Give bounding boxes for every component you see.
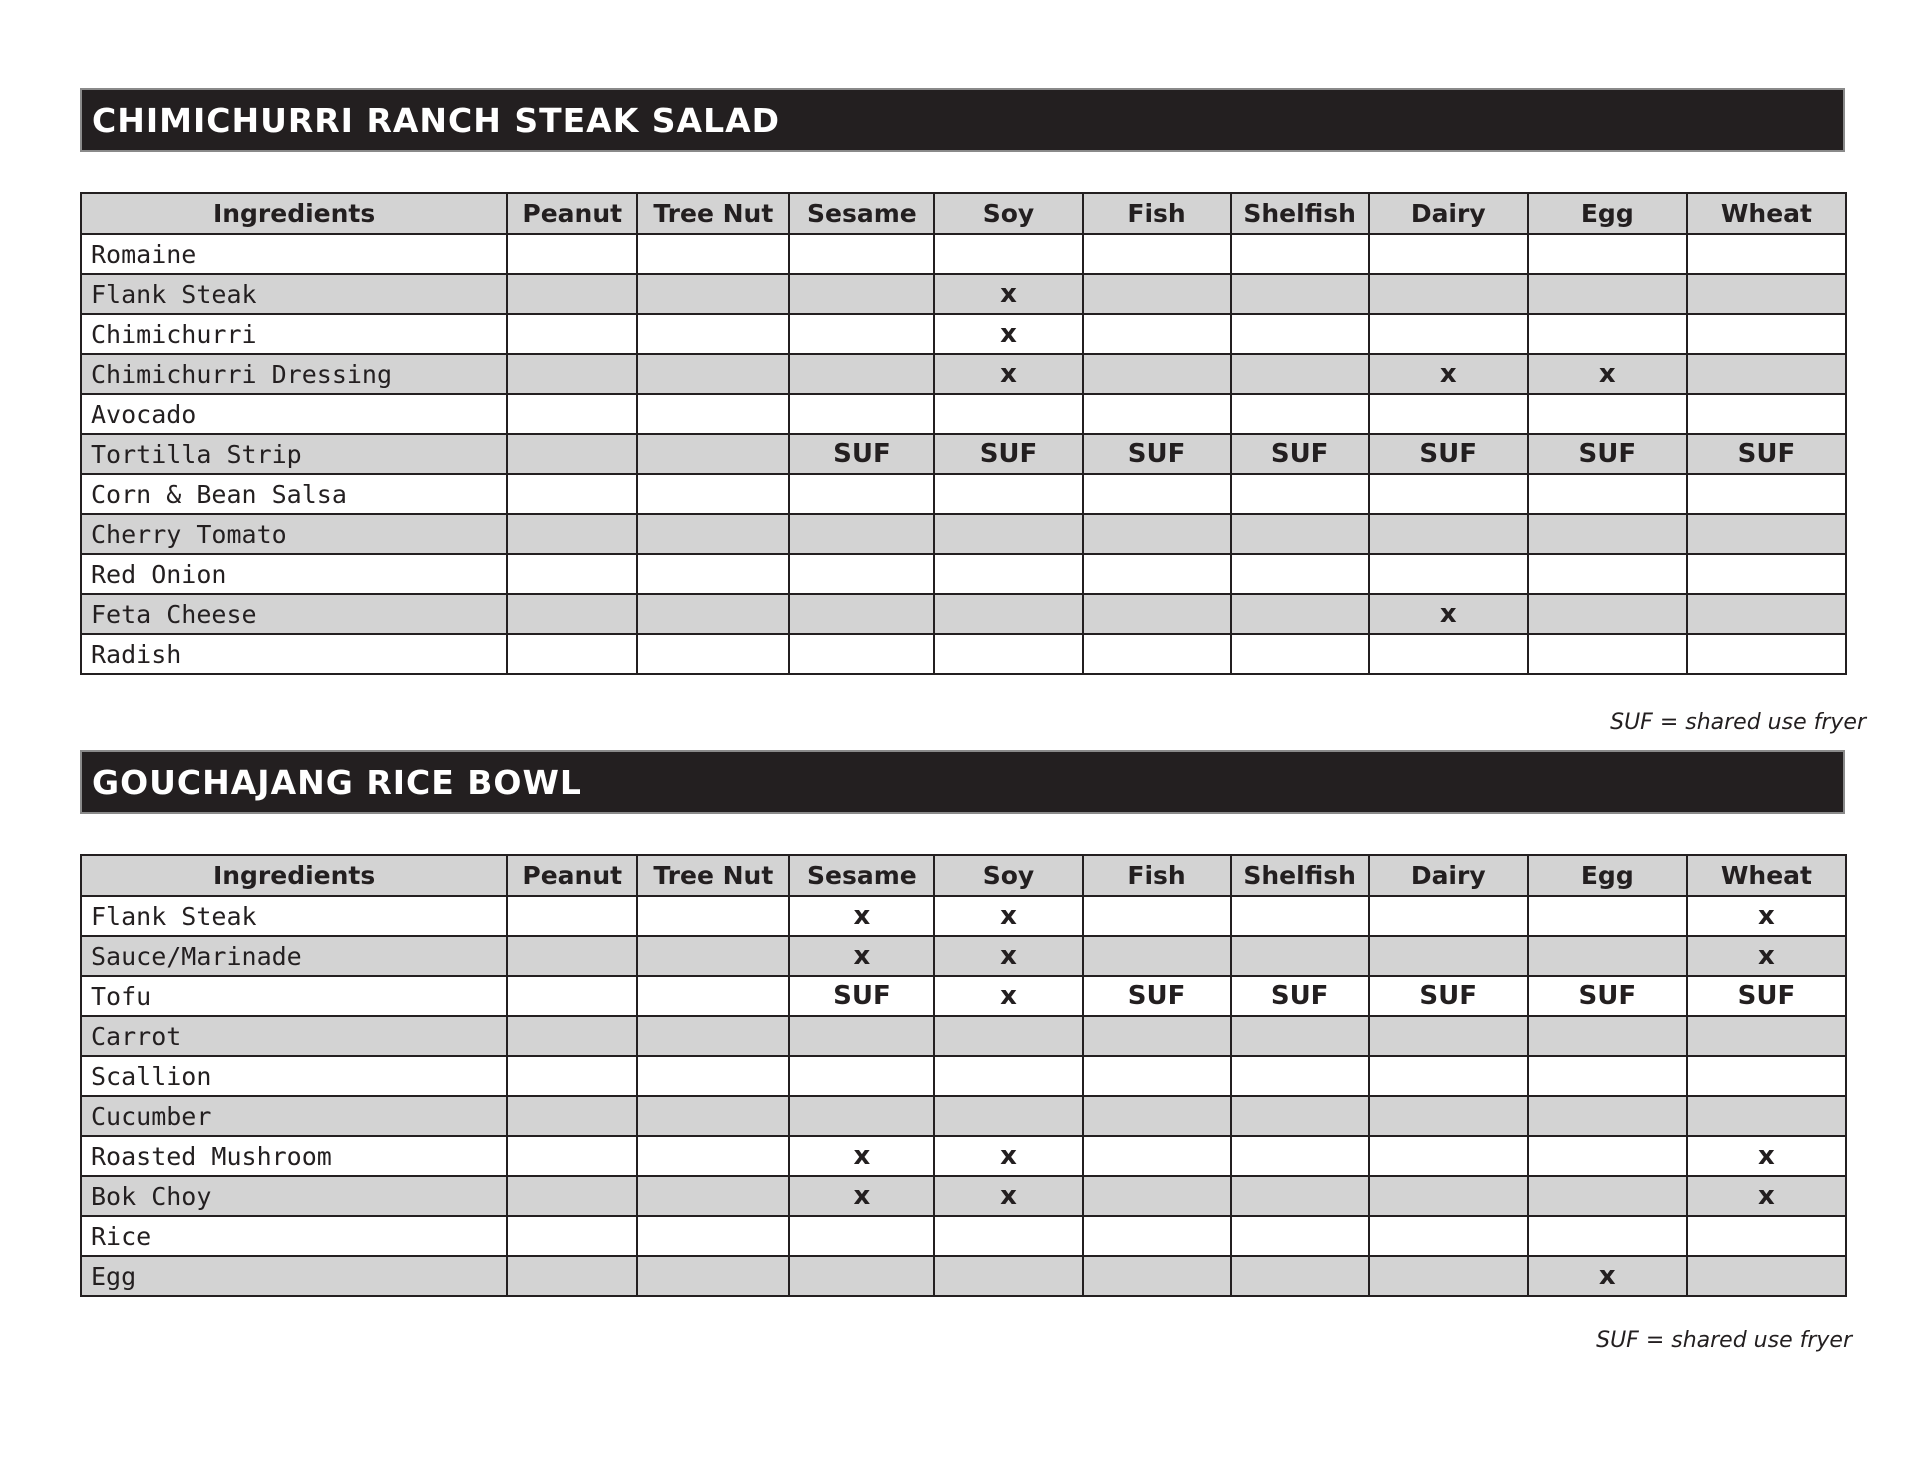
allergen-cell [637, 634, 789, 674]
allergen-cell [637, 976, 789, 1016]
table-row [81, 1136, 1846, 1176]
allergen-cell [507, 514, 637, 554]
allergen-cell: SUF [1369, 976, 1528, 1016]
allergen-cell [789, 594, 934, 634]
allergen-cell: x [934, 1176, 1082, 1216]
allergen-cell [1528, 394, 1687, 434]
allergen-cell [1083, 354, 1231, 394]
allergen-cell [1231, 274, 1369, 314]
allergen-cell [1369, 394, 1528, 434]
allergen-cell [1083, 1056, 1231, 1096]
ingredient-name: Red Onion [81, 554, 507, 594]
allergen-cell [507, 896, 637, 936]
allergen-cell [1369, 634, 1528, 674]
column-header-dairy: Dairy [1369, 193, 1528, 234]
allergen-cell [637, 314, 789, 354]
allergen-cell [1231, 1176, 1369, 1216]
allergen-cell: x [934, 314, 1082, 354]
allergen-cell [1528, 1176, 1687, 1216]
allergen-cell [1687, 274, 1846, 314]
allergen-cell [507, 1216, 637, 1256]
allergen-cell: SUF [1369, 434, 1528, 474]
allergen-cell [934, 594, 1082, 634]
allergen-cell [1528, 1216, 1687, 1256]
allergen-cell [507, 554, 637, 594]
allergen-cell: SUF [1231, 434, 1369, 474]
table-row [81, 594, 1846, 634]
ingredient-name: Roasted Mushroom [81, 1136, 507, 1176]
allergen-cell [1083, 634, 1231, 674]
allergen-cell: SUF [1231, 976, 1369, 1016]
allergen-cell [637, 554, 789, 594]
allergen-cell [1231, 1096, 1369, 1136]
allergen-cell [637, 474, 789, 514]
column-header-fish: Fish [1083, 855, 1231, 896]
allergen-cell: x [1687, 896, 1846, 936]
allergen-cell [789, 1256, 934, 1296]
allergen-cell [1687, 1016, 1846, 1056]
allergen-cell: x [934, 896, 1082, 936]
allergen-cell [1231, 1016, 1369, 1056]
allergen-cell [1231, 394, 1369, 434]
table-row [81, 1176, 1846, 1216]
allergen-cell [934, 554, 1082, 594]
table-row [81, 394, 1846, 434]
allergen-cell: x [1687, 1136, 1846, 1176]
allergen-cell [789, 394, 934, 434]
table-row [81, 234, 1846, 274]
allergen-cell [1083, 1096, 1231, 1136]
allergen-cell [1528, 896, 1687, 936]
allergen-cell [1369, 514, 1528, 554]
allergen-cell [637, 1056, 789, 1096]
table-row [81, 1016, 1846, 1056]
allergen-cell [1687, 394, 1846, 434]
allergen-cell [1083, 1216, 1231, 1256]
allergen-cell [1687, 1256, 1846, 1296]
allergen-cell [1083, 936, 1231, 976]
ingredient-name: Scallion [81, 1056, 507, 1096]
column-header-sesame: Sesame [789, 193, 934, 234]
allergen-cell: SUF [934, 434, 1082, 474]
allergen-cell: x [789, 1136, 934, 1176]
section-title: CHIMICHURRI RANCH STEAK SALAD [92, 100, 781, 140]
allergen-cell: SUF [1083, 434, 1231, 474]
allergen-cell [1687, 554, 1846, 594]
allergen-cell [1369, 314, 1528, 354]
allergen-cell [1083, 1136, 1231, 1176]
column-header-egg: Egg [1528, 855, 1687, 896]
allergen-cell [1687, 1056, 1846, 1096]
ingredient-name: Feta Cheese [81, 594, 507, 634]
allergen-cell [1083, 274, 1231, 314]
ingredient-name: Flank Steak [81, 274, 507, 314]
allergen-cell [637, 594, 789, 634]
allergen-cell [1083, 896, 1231, 936]
allergen-cell [789, 634, 934, 674]
allergen-cell [1687, 314, 1846, 354]
allergen-cell [1528, 1136, 1687, 1176]
table-header-row [81, 855, 1846, 896]
allergen-cell [1369, 1056, 1528, 1096]
allergen-cell [789, 314, 934, 354]
allergen-cell [1369, 1016, 1528, 1056]
column-header-shelfish: Shelfish [1231, 193, 1369, 234]
allergen-cell [1528, 314, 1687, 354]
allergen-cell [1083, 1256, 1231, 1296]
allergen-cell [934, 514, 1082, 554]
table-row [81, 1256, 1846, 1296]
menu-item-section-gouchajang [80, 750, 1845, 1297]
allergen-cell [637, 1176, 789, 1216]
suf-footnote: SUF = shared use fryer [1610, 710, 1866, 735]
ingredient-name: Sauce/Marinade [81, 936, 507, 976]
column-header-tree-nut: Tree Nut [637, 193, 789, 234]
allergen-cell [789, 554, 934, 594]
allergen-cell [507, 936, 637, 976]
allergen-cell [507, 274, 637, 314]
allergen-cell [637, 354, 789, 394]
allergen-cell [1528, 514, 1687, 554]
allergen-cell [1528, 554, 1687, 594]
section-title: GOUCHAJANG RICE BOWL [92, 762, 582, 802]
allergen-cell [934, 394, 1082, 434]
ingredient-name: Carrot [81, 1016, 507, 1056]
allergen-cell [789, 1096, 934, 1136]
column-header-soy: Soy [934, 855, 1082, 896]
ingredient-name: Cherry Tomato [81, 514, 507, 554]
allergen-cell: SUF [789, 434, 934, 474]
column-header-soy: Soy [934, 193, 1082, 234]
allergen-cell [1083, 514, 1231, 554]
allergen-cell [1083, 394, 1231, 434]
allergen-cell [1231, 594, 1369, 634]
allergen-cell [1369, 896, 1528, 936]
allergen-cell [1687, 354, 1846, 394]
column-header-wheat: Wheat [1687, 193, 1846, 234]
allergen-cell [934, 634, 1082, 674]
allergen-cell [1528, 936, 1687, 976]
ingredient-name: Chimichurri Dressing [81, 354, 507, 394]
ingredient-name: Corn & Bean Salsa [81, 474, 507, 514]
section-title-bar [80, 750, 1845, 814]
allergen-cell [1231, 474, 1369, 514]
allergen-cell [789, 474, 934, 514]
allergen-cell [1083, 314, 1231, 354]
allergen-cell [1687, 634, 1846, 674]
allergen-cell: x [1687, 936, 1846, 976]
allergen-cell [507, 1096, 637, 1136]
table-row [81, 976, 1846, 1016]
allergen-cell [789, 354, 934, 394]
allergen-cell: x [934, 976, 1082, 1016]
allergen-cell [507, 434, 637, 474]
allergen-cell [789, 1216, 934, 1256]
allergen-cell [507, 634, 637, 674]
table-row [81, 474, 1846, 514]
allergen-cell [1231, 554, 1369, 594]
allergen-cell [1687, 474, 1846, 514]
column-header-peanut: Peanut [507, 855, 637, 896]
allergen-cell [637, 234, 789, 274]
allergen-cell [507, 1256, 637, 1296]
allergen-cell [1528, 234, 1687, 274]
allergen-cell: x [934, 354, 1082, 394]
allergen-cell [1231, 354, 1369, 394]
allergen-cell [1687, 594, 1846, 634]
allergen-cell [507, 1056, 637, 1096]
allergen-cell [507, 1016, 637, 1056]
allergen-cell [1528, 1016, 1687, 1056]
allergen-cell: x [789, 896, 934, 936]
allergen-cell [934, 1096, 1082, 1136]
column-header-ingredients: Ingredients [81, 855, 507, 896]
ingredient-name: Chimichurri [81, 314, 507, 354]
ingredient-name: Tortilla Strip [81, 434, 507, 474]
allergen-cell [637, 434, 789, 474]
ingredient-name: Avocado [81, 394, 507, 434]
table-row [81, 1216, 1846, 1256]
ingredient-name: Romaine [81, 234, 507, 274]
allergen-cell [934, 234, 1082, 274]
allergen-cell [1687, 234, 1846, 274]
allergen-cell [507, 314, 637, 354]
ingredient-name: Radish [81, 634, 507, 674]
allergen-cell [1231, 314, 1369, 354]
ingredient-name: Tofu [81, 976, 507, 1016]
allergen-cell: x [1687, 1176, 1846, 1216]
table-row [81, 554, 1846, 594]
allergen-cell [507, 354, 637, 394]
allergen-cell [637, 936, 789, 976]
column-header-ingredients: Ingredients [81, 193, 507, 234]
allergen-cell [1369, 936, 1528, 976]
allergen-cell [1528, 594, 1687, 634]
table-row [81, 896, 1846, 936]
allergen-cell: x [1528, 1256, 1687, 1296]
allergen-cell [637, 1216, 789, 1256]
allergen-cell [934, 474, 1082, 514]
allergen-cell: x [1528, 354, 1687, 394]
allergen-cell [637, 514, 789, 554]
menu-item-section-chimichurri [80, 88, 1845, 675]
allergen-cell [637, 896, 789, 936]
allergen-cell [507, 394, 637, 434]
ingredient-name: Egg [81, 1256, 507, 1296]
table-row [81, 354, 1846, 394]
column-header-peanut: Peanut [507, 193, 637, 234]
table-row [81, 1056, 1846, 1096]
column-header-sesame: Sesame [789, 855, 934, 896]
allergen-cell [934, 1056, 1082, 1096]
allergen-cell [1083, 1016, 1231, 1056]
allergen-cell [789, 514, 934, 554]
allergen-cell [1528, 274, 1687, 314]
allergen-cell [507, 976, 637, 1016]
table-row [81, 514, 1846, 554]
table-row [81, 936, 1846, 976]
allergen-cell [1369, 474, 1528, 514]
allergen-cell [1231, 936, 1369, 976]
allergen-cell [1083, 474, 1231, 514]
allergen-cell [1369, 234, 1528, 274]
allergen-cell [1231, 1136, 1369, 1176]
allergen-cell [1231, 514, 1369, 554]
table-row [81, 314, 1846, 354]
allergen-cell [1369, 1176, 1528, 1216]
allergen-cell [1528, 1056, 1687, 1096]
allergen-table [80, 854, 1847, 1297]
allergen-cell [637, 1256, 789, 1296]
allergen-cell: x [789, 936, 934, 976]
column-header-shelfish: Shelfish [1231, 855, 1369, 896]
allergen-cell [934, 1216, 1082, 1256]
allergen-cell: SUF [1687, 976, 1846, 1016]
allergen-cell [637, 274, 789, 314]
allergen-cell [1369, 1256, 1528, 1296]
allergen-cell [1369, 554, 1528, 594]
allergen-cell [1231, 1256, 1369, 1296]
allergen-cell: x [789, 1176, 934, 1216]
allergen-cell [1687, 514, 1846, 554]
allergen-cell [507, 594, 637, 634]
allergen-cell [789, 1056, 934, 1096]
column-header-wheat: Wheat [1687, 855, 1846, 896]
allergen-cell [1369, 274, 1528, 314]
column-header-tree-nut: Tree Nut [637, 855, 789, 896]
suf-footnote: SUF = shared use fryer [1596, 1328, 1852, 1353]
allergen-cell: SUF [789, 976, 934, 1016]
column-header-egg: Egg [1528, 193, 1687, 234]
table-row [81, 634, 1846, 674]
allergen-cell: x [934, 936, 1082, 976]
allergen-cell [1528, 634, 1687, 674]
allergen-cell [1369, 1096, 1528, 1136]
ingredient-name: Cucumber [81, 1096, 507, 1136]
allergen-cell: x [1369, 594, 1528, 634]
allergen-cell [1083, 234, 1231, 274]
allergen-cell [637, 1016, 789, 1056]
column-header-fish: Fish [1083, 193, 1231, 234]
allergen-cell: x [1369, 354, 1528, 394]
allergen-cell [1083, 1176, 1231, 1216]
table-row [81, 434, 1846, 474]
allergen-cell [1083, 554, 1231, 594]
allergen-cell [1369, 1216, 1528, 1256]
allergen-cell [507, 1176, 637, 1216]
allergen-cell [507, 474, 637, 514]
ingredient-name: Bok Choy [81, 1176, 507, 1216]
ingredient-name: Flank Steak [81, 896, 507, 936]
allergen-cell: x [934, 274, 1082, 314]
table-row [81, 274, 1846, 314]
allergen-cell [1687, 1216, 1846, 1256]
allergen-cell [1231, 234, 1369, 274]
allergen-cell [934, 1256, 1082, 1296]
allergen-cell [1528, 474, 1687, 514]
allergen-cell: SUF [1687, 434, 1846, 474]
allergen-cell [1687, 1096, 1846, 1136]
allergen-cell: SUF [1528, 976, 1687, 1016]
allergen-cell [1231, 1216, 1369, 1256]
table-row [81, 1096, 1846, 1136]
allergen-cell [1083, 594, 1231, 634]
allergen-cell [934, 1016, 1082, 1056]
allergen-cell [1231, 1056, 1369, 1096]
allergen-cell: SUF [1528, 434, 1687, 474]
allergen-cell [789, 1016, 934, 1056]
table-header-row [81, 193, 1846, 234]
allergen-cell [637, 394, 789, 434]
allergen-table [80, 192, 1847, 675]
allergen-cell [507, 1136, 637, 1176]
allergen-cell [1528, 1096, 1687, 1136]
allergen-cell [1369, 1136, 1528, 1176]
column-header-dairy: Dairy [1369, 855, 1528, 896]
section-title-bar [80, 88, 1845, 152]
allergen-cell: x [934, 1136, 1082, 1176]
allergen-cell [1231, 634, 1369, 674]
allergen-cell [637, 1096, 789, 1136]
ingredient-name: Rice [81, 1216, 507, 1256]
allergen-cell [789, 274, 934, 314]
allergen-cell [637, 1136, 789, 1176]
allergen-cell: SUF [1083, 976, 1231, 1016]
allergen-cell [1231, 896, 1369, 936]
allergen-cell [789, 234, 934, 274]
allergen-cell [507, 234, 637, 274]
